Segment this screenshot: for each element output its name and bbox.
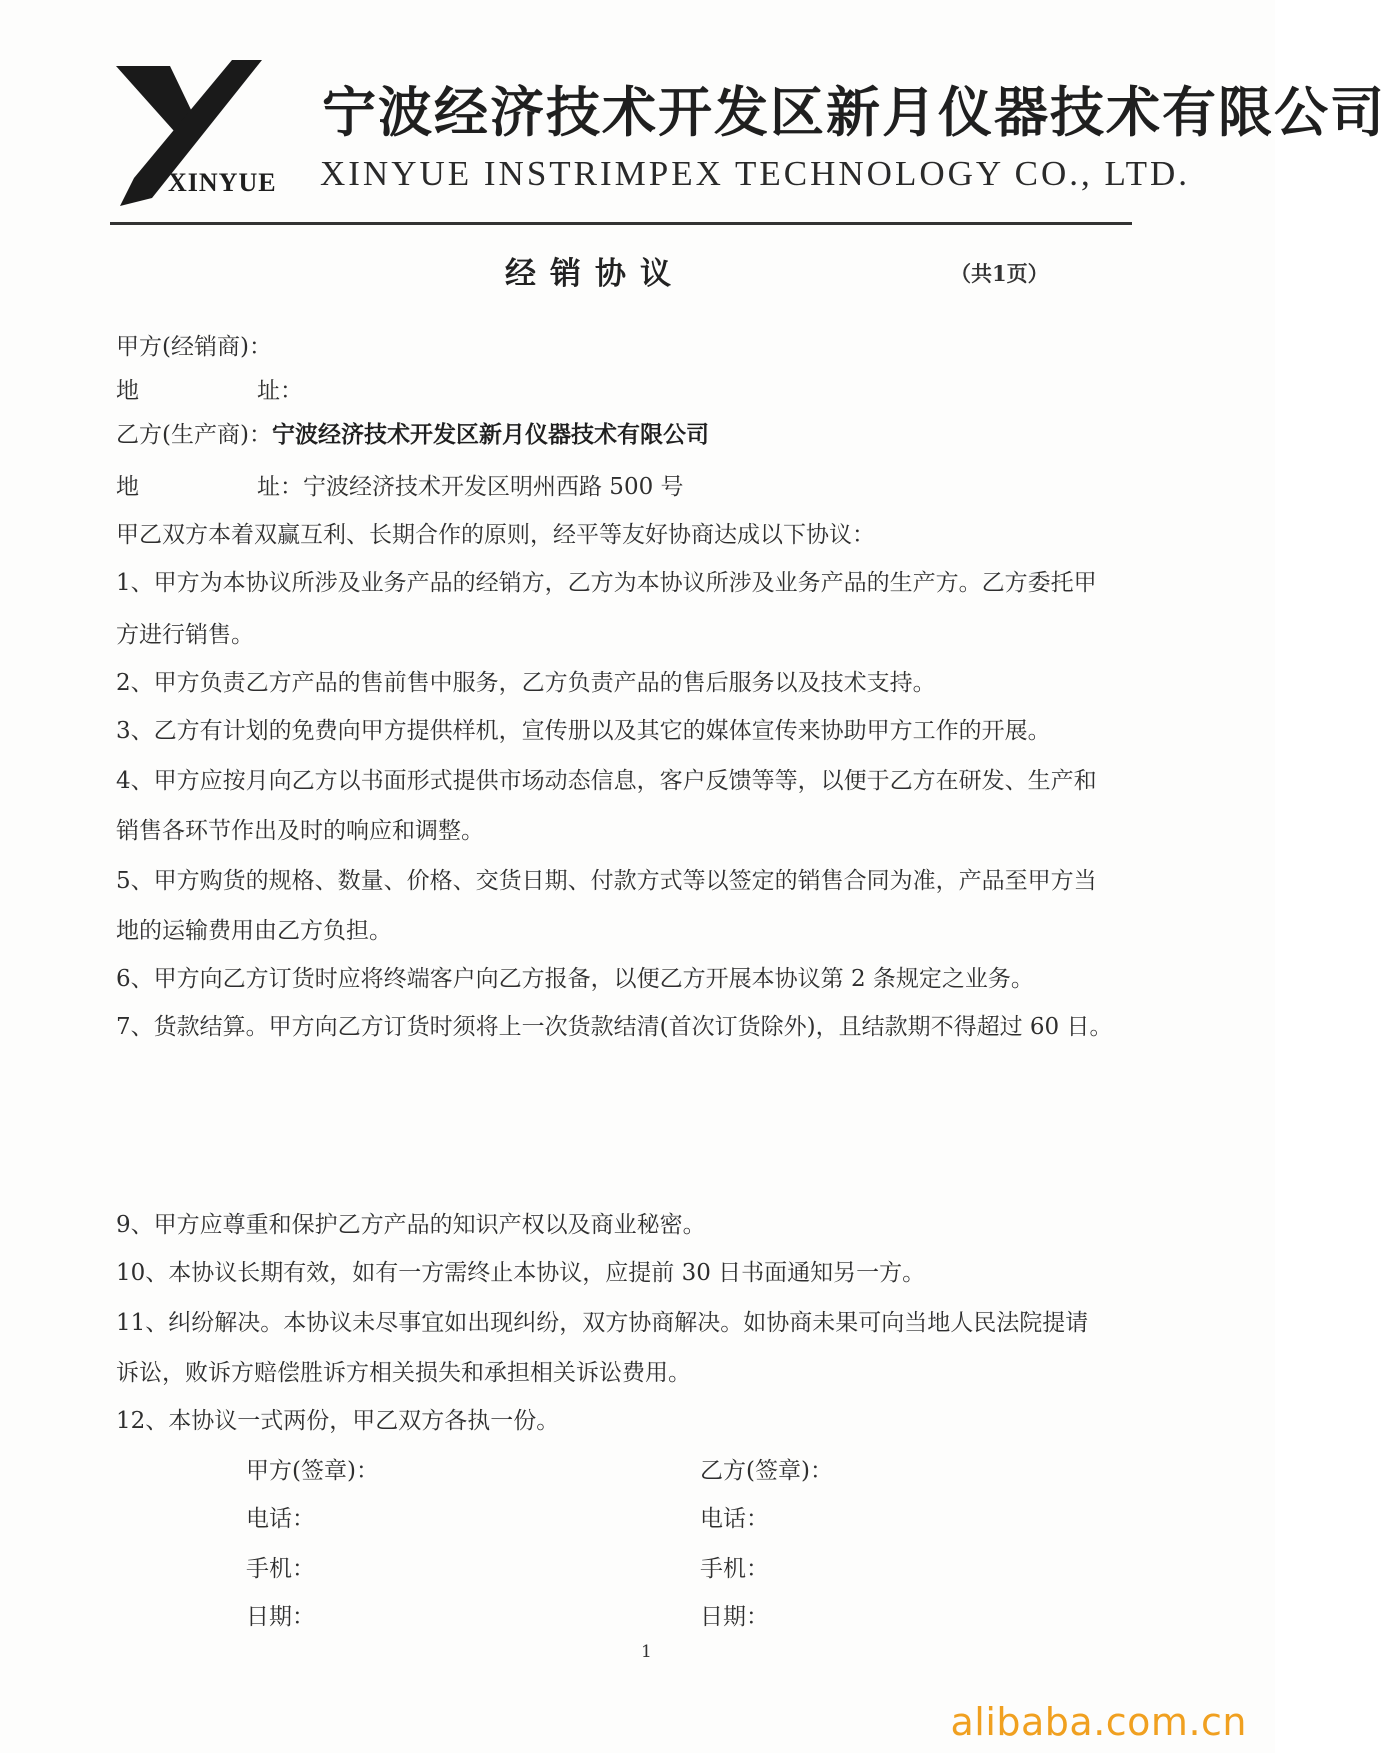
party-b-label: 乙方(生产商)： [116,422,272,448]
clause-6: 6、甲方向乙方订货时应将终端客户向乙方报备，以便乙方开展本协议第 2 条规定之业务。 [116,966,1034,992]
clause-7: 7、货款结算。甲方向乙方订货时须将上一次货款结清(首次订货除外)，且结款期不得超过 60 日。 [116,1014,1113,1040]
party-a-phone-label: 电话： [246,1506,315,1532]
party-b-mobile-label: 手机： [700,1556,769,1582]
party-b-phone-label: 电话： [700,1506,769,1532]
clause-1-line-1: 1、甲方为本协议所涉及业务产品的经销方，乙方为本协议所涉及业务产品的生产方。乙方委托甲 [116,570,1097,596]
clause-5-line-2: 地的运输费用由乙方负担。 [116,918,392,944]
clause-9: 9、甲方应尊重和保护乙方产品的知识产权以及商业秘密。 [116,1212,706,1238]
clause-2: 2、甲方负责乙方产品的售前售中服务，乙方负责产品的售后服务以及技术支持。 [116,670,936,696]
address-label-char1: 地 [116,378,139,404]
clause-3: 3、乙方有计划的免费向甲方提供样机，宣传册以及其它的媒体宣传来协助甲方工作的开展。 [116,718,1051,744]
party-a-date-label: 日期： [246,1604,315,1630]
clause-10: 10、本协议长期有效，如有一方需终止本协议，应提前 30 日书面通知另一方。 [116,1260,926,1286]
clause-4-line-1: 4、甲方应按月向乙方以书面形式提供市场动态信息，客户反馈等等，以便于乙方在研发、生产和 [116,768,1097,794]
company-name-en: XINYUE INSTRIMPEX TECHNOLOGY CO., LTD. [320,154,1191,193]
party-b-address: 宁波经济技术开发区明州西路 500 号 [303,474,684,500]
party-b-date-label: 日期： [700,1604,769,1630]
party-a-mobile-label: 手机： [246,1556,315,1582]
party-b-name: 宁波经济技术开发区新月仪器技术有限公司 [271,421,709,448]
party-b-signature-label: 乙方(签章)： [700,1458,833,1484]
clause-1-line-2: 方进行销售。 [116,622,254,648]
address-label-char1: 地 [116,474,139,500]
address-label-char2: 址： [257,474,303,500]
logo-text: XINYUE [168,168,277,197]
clause-4-line-2: 销售各环节作出及时的响应和调整。 [116,818,484,844]
party-a-label: 甲方(经销商)： [116,334,272,360]
alibaba-watermark: alibaba.com.cn [950,1700,1247,1744]
clause-12: 12、本协议一式两份，甲乙双方各执一份。 [116,1408,560,1434]
party-a-address-line [116,372,303,405]
party-b-line [116,416,709,449]
party-a-signature-label: 甲方(签章)： [246,1458,379,1484]
header-divider [110,222,1132,225]
page-number: 1 [641,1642,652,1662]
party-b-address-line [116,468,684,501]
party-a-line [116,328,272,361]
page-count: （共1页） [950,261,1049,286]
clause-11-line-1: 11、纠纷解决。本协议未尽事宜如出现纠纷，双方协商解决。如协商未果可向当地人民法院提请 [116,1310,1089,1336]
document-title: 经销协议 [505,256,685,292]
clause-5-line-1: 5、甲方购货的规格、数量、价格、交货日期、付款方式等以签定的销售合同为准，产品至甲方当 [116,868,1097,894]
preamble: 甲乙双方本着双赢互利、长期合作的原则，经平等友好协商达成以下协议： [116,522,875,548]
clause-11-line-2: 诉讼，败诉方赔偿胜诉方相关损失和承担相关诉讼费用。 [116,1360,691,1386]
address-label-char2: 址： [257,378,303,404]
company-name-cn: 宁波经济技术开发区新月仪器技术有限公司 [322,81,1386,144]
